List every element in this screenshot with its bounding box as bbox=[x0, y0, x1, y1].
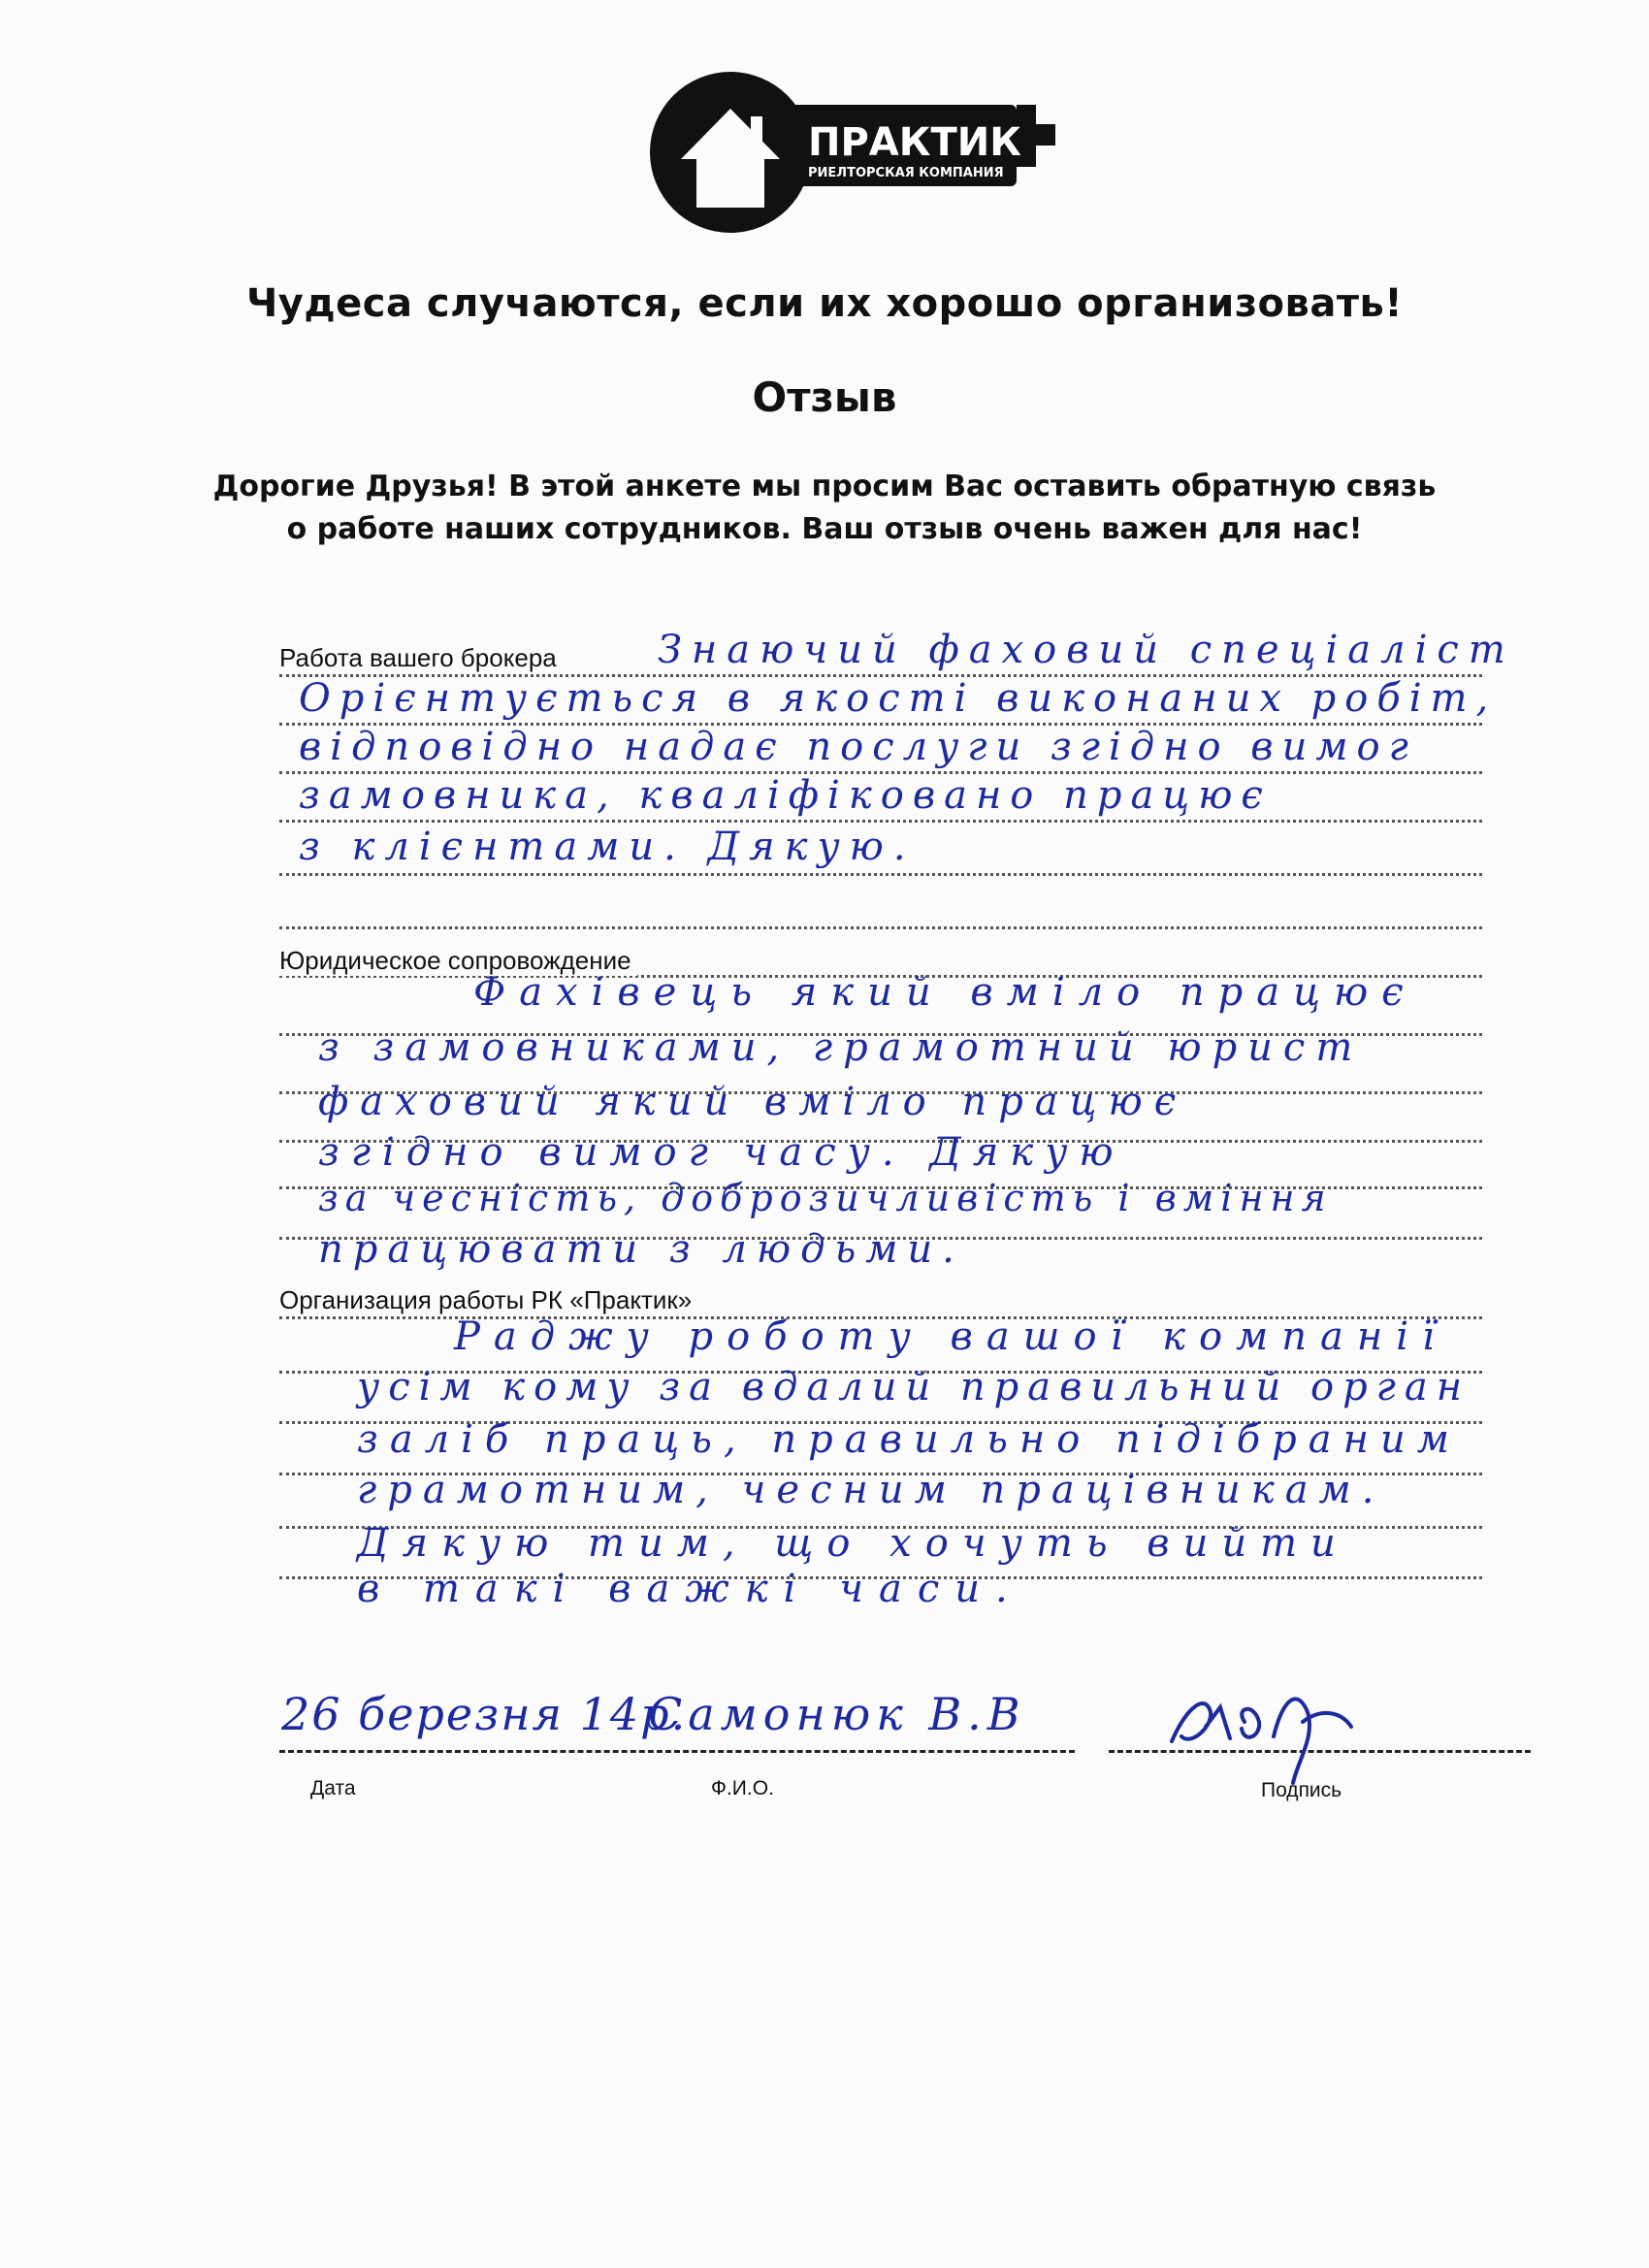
intro-text bbox=[0, 466, 1649, 551]
handwritten-text: фаховий який вміло працює bbox=[318, 1080, 1188, 1124]
section-label-legal: Юридическое сопровождение bbox=[279, 946, 637, 976]
date-caption: Дата bbox=[310, 1777, 356, 1799]
logo-brand-text: ПРАКТИК bbox=[808, 120, 1021, 165]
handwritten-text: Дякую тим, що хочуть вийти bbox=[357, 1521, 1349, 1566]
intro-line-2: о работе наших сотрудников. Ваш отзыв очень важен для нас! bbox=[286, 512, 1363, 546]
handwritten-text: за чесність, доброзичливість і вміння bbox=[318, 1177, 1333, 1219]
dotted-line bbox=[279, 820, 1482, 823]
handwritten-text: працювати з людьми. bbox=[318, 1227, 964, 1272]
date-fio-line bbox=[279, 1750, 1075, 1753]
handwritten-text: Раджу роботу вашої компанії bbox=[454, 1314, 1448, 1359]
handwritten-text: усім кому за вдалий правильний орган bbox=[357, 1365, 1471, 1409]
signature-caption: Подпись bbox=[1261, 1779, 1342, 1801]
signature-row bbox=[279, 1688, 1540, 1804]
handwritten-text: грамотним, чесним працівникам. bbox=[357, 1468, 1385, 1512]
intro-line-1: Дорогие Друзья! В этой анкете мы просим Вас оставить обратную связь bbox=[212, 470, 1437, 503]
section-label-broker: Работа вашего брокера bbox=[279, 643, 563, 673]
handwritten-text: відповідно надає послуги згідно вимог bbox=[299, 725, 1417, 769]
fio-caption: Ф.И.О. bbox=[711, 1777, 774, 1799]
fio-handwritten: Самонюк В.В bbox=[648, 1688, 1026, 1740]
date-handwritten: 26 березня 14р. bbox=[281, 1688, 688, 1740]
handwritten-text: Знаючий фаховий спеціаліст bbox=[658, 628, 1515, 672]
handwritten-text: заліб праць, правильно підібраним bbox=[357, 1417, 1461, 1462]
handwritten-text: згідно вимог часу. Дякую bbox=[318, 1130, 1125, 1175]
company-logo bbox=[648, 70, 1084, 235]
handwritten-text: в такі важкі часи. bbox=[357, 1567, 1023, 1611]
handwritten-signature bbox=[1152, 1669, 1385, 1785]
handwritten-text: з замовниками, грамотний юрист bbox=[318, 1025, 1364, 1070]
section-label-organization: Организация работы РК «Практик» bbox=[279, 1285, 697, 1315]
handwritten-text: Фахівець який вміло працює bbox=[473, 970, 1417, 1015]
slogan: Чудеса случаются, если их хорошо организовать! bbox=[245, 281, 1404, 326]
logo-subtitle-text: РИЕЛТОРСКАЯ КОМПАНИЯ bbox=[808, 166, 1004, 180]
handwritten-text: з клієнтами. Дякую. bbox=[299, 825, 916, 869]
dotted-line bbox=[279, 873, 1482, 876]
dotted-line bbox=[279, 926, 1482, 929]
page-title: Отзыв bbox=[752, 373, 897, 421]
handwritten-text: замовника, кваліфіковано працює bbox=[299, 773, 1272, 818]
handwritten-text: Орієнтується в якості виконаних робіт, bbox=[299, 676, 1498, 721]
